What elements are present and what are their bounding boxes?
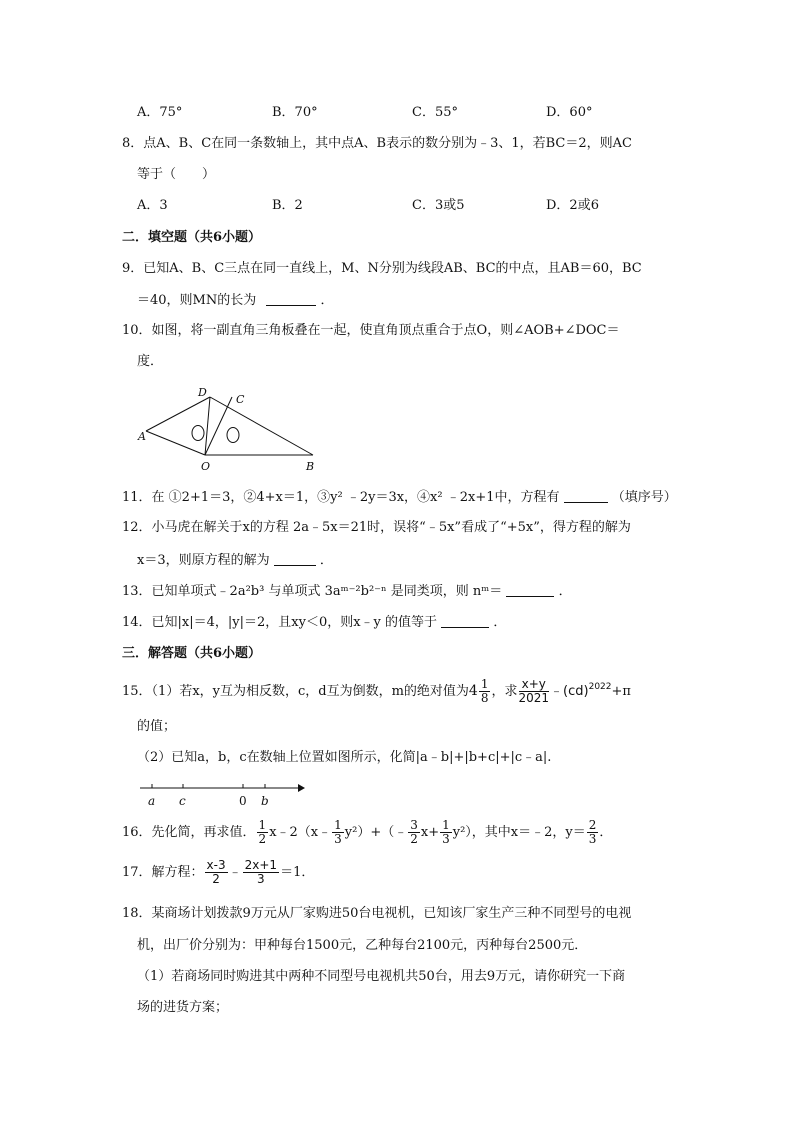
q17-frac-1 [205,859,228,886]
q16-frac-2-den: 3 [334,832,342,846]
q18-stem-line2: 机，出厂价分别为：甲种每台1500元，乙种每台2100元，丙种每台2500元． [137,938,588,953]
q16-prefix: 16．先化简，再求值． [122,825,256,840]
q15-number-line [138,778,308,808]
q15-mixed-den: 8 [480,691,489,705]
q17-stem [122,858,314,890]
q17-frac-1-num: x-3 [206,858,226,872]
q7-option-b: B．70° [272,105,318,120]
q16-stem [122,818,612,850]
q15-stem-line2: 的值； [137,719,177,734]
q7-option-d: D．60° [546,105,593,120]
q9-text: ＝40，则MN的长为 [137,293,257,308]
q17-frac-2 [243,859,279,886]
q9-period: ． [320,293,334,308]
q8-stem-line1: 8．点A、B、C在同一条数轴上，其中点A、B表示的数分别为﹣3、1，若BC＝2，则AC [122,136,632,151]
q16-frac-5 [587,819,599,846]
q11-text: 11．在 ①2+1＝3，②4+x＝1，③y² ﹣2y＝3x，④x² ﹣2x+1中，方程有 [122,490,560,505]
q12-text: x＝3，则原方程的解为 [137,553,270,568]
q16-part-4: y²），其中x＝﹣2，y＝ [452,825,586,840]
q12-stem-line2 [137,553,333,567]
q10-stem-line1: 10．如图，将一副直角三角板叠在一起，使直角顶点重合于点O，则∠AOB+∠DOC＝ [122,323,620,338]
q12-period: ． [319,553,333,568]
q16-frac-5-den: 3 [588,832,597,846]
q17-prefix: 17．解方程： [122,865,204,880]
q15-frac-num: x+y [519,678,550,692]
q17-frac-1-den: 2 [212,872,220,886]
q15-text-c: ﹣(cd) [550,684,589,699]
q10-label-c: C [236,393,245,406]
q15-mixed-num: 1 [480,677,489,691]
q15-text-b: ，求 [491,684,518,699]
q11-tail: （填序号） [611,490,677,505]
q10-triangle-figure [130,380,330,480]
q10-line-ao [146,431,205,455]
q8-option-a: A．3 [137,198,168,213]
q15-fraction [519,678,550,705]
q9-stem-line1: 9．已知A、B、C三点在同一直线上，M、N分别为线段AB、BC的中点，且AB＝60，BC [122,261,642,276]
q16-frac-1-den: 2 [258,832,267,846]
q9-stem-line2 [137,293,334,307]
q11-answer-blank[interactable] [564,490,608,503]
q15-text-a: 15．（1）若x，y互为相反数，c，d互为倒数，m的绝对值为 [122,684,469,699]
q18-part1-line1: （1）若商场同时购进其中两种不同型号电视机共50台，用去9万元，请你研究一下商 [137,969,626,984]
q16-frac-3-num: 3 [410,818,418,832]
q8-stem-line2: 等于（ ） [137,167,216,182]
q14-text: 14．已知|x|＝4，|y|＝2，且xy＜0，则x﹣y 的值等于 [122,615,438,630]
q15-frac-den: 2021 [518,691,550,705]
q16-part-3: x+ [420,825,440,840]
q8-option-c: C．3或5 [412,198,465,213]
q7-option-c: C．55° [412,105,458,120]
q15-label-c: c [179,794,186,808]
q10-label-a: A [138,430,146,443]
q14-period: ． [493,615,507,630]
q16-part-1: x﹣2（x﹣ [269,825,332,840]
q12-stem-line1: 12．小马虎在解关于x的方程 2a﹣5x＝21时，误将“﹣5x”看成了“+5x”，得方程的解为 [122,520,631,535]
q15-label-b: b [261,794,269,808]
q16-frac-1-num: 1 [258,818,267,832]
q16-frac-5-num: 2 [588,818,597,832]
q17-frac-2-den: 3 [257,872,265,886]
section-heading-solutions: 三．解答题（共6小题） [122,646,262,661]
q16-frac-4 [440,819,452,846]
q15-axis-arrow [298,784,305,792]
q8-option-d: D．2或6 [546,198,599,213]
q16-frac-3-den: 2 [410,832,418,846]
q8-option-b: B．2 [272,198,303,213]
q15-label-zero: 0 [239,794,247,808]
q11-stem [122,490,677,504]
q10-label-o: O [201,460,211,473]
q13-answer-blank[interactable] [506,584,554,597]
q12-answer-blank[interactable] [274,553,316,566]
q13-stem [122,584,572,598]
q16-frac-3 [408,819,420,846]
q16-frac-2 [332,819,344,846]
q10-hole-left [192,426,204,441]
q7-option-a: A．75° [137,105,183,120]
q10-label-b: B [306,460,315,473]
q16-frac-1 [257,819,269,846]
q17-frac-2-num: 2x+1 [244,858,278,872]
q16-frac-4-den: 3 [442,832,450,846]
q15-mixed-fraction [479,678,491,705]
q15-exponent: 2022 [588,682,612,692]
q15-stem-line1 [122,672,631,704]
q13-text: 13．已知单项式﹣2a²b³ 与单项式 3aᵐ⁻²b²⁻ⁿ 是同类项，则 nᵐ＝ [122,584,503,599]
section-heading-fill-in: 二．填空题（共6小题） [122,230,262,245]
q16-frac-2-num: 1 [334,818,342,832]
q14-answer-blank[interactable] [441,615,489,628]
q14-stem [122,615,506,629]
q17-tail: ＝1． [280,865,315,880]
q15-text-d: +π [611,684,631,699]
q15-part2: （2）已知a，b，c在数轴上位置如图所示，化简|a﹣b|+|b+c|+|c﹣a|. [137,750,552,765]
q16-part-5: ． [599,825,613,840]
q16-frac-4-num: 1 [442,818,450,832]
q13-period: ． [558,584,572,599]
q9-answer-blank[interactable] [266,293,316,306]
q10-stem-line2: 度． [137,354,164,369]
q10-hole-right [227,428,239,443]
q15-label-a: a [148,794,156,808]
q15-mixed-whole: 4 [468,683,478,699]
q10-line-db [210,397,313,455]
q18-stem-line1: 18．某商场计划拨款9万元从厂家购进50台电视机，已知该厂家生产三种不同型号的电视 [122,906,632,921]
q10-label-d: D [198,386,207,399]
q18-part1-line2: 场的进货方案； [137,1000,229,1015]
q16-part-2: y²）+（﹣ [344,825,408,840]
q17-minus: ﹣ [228,865,242,880]
